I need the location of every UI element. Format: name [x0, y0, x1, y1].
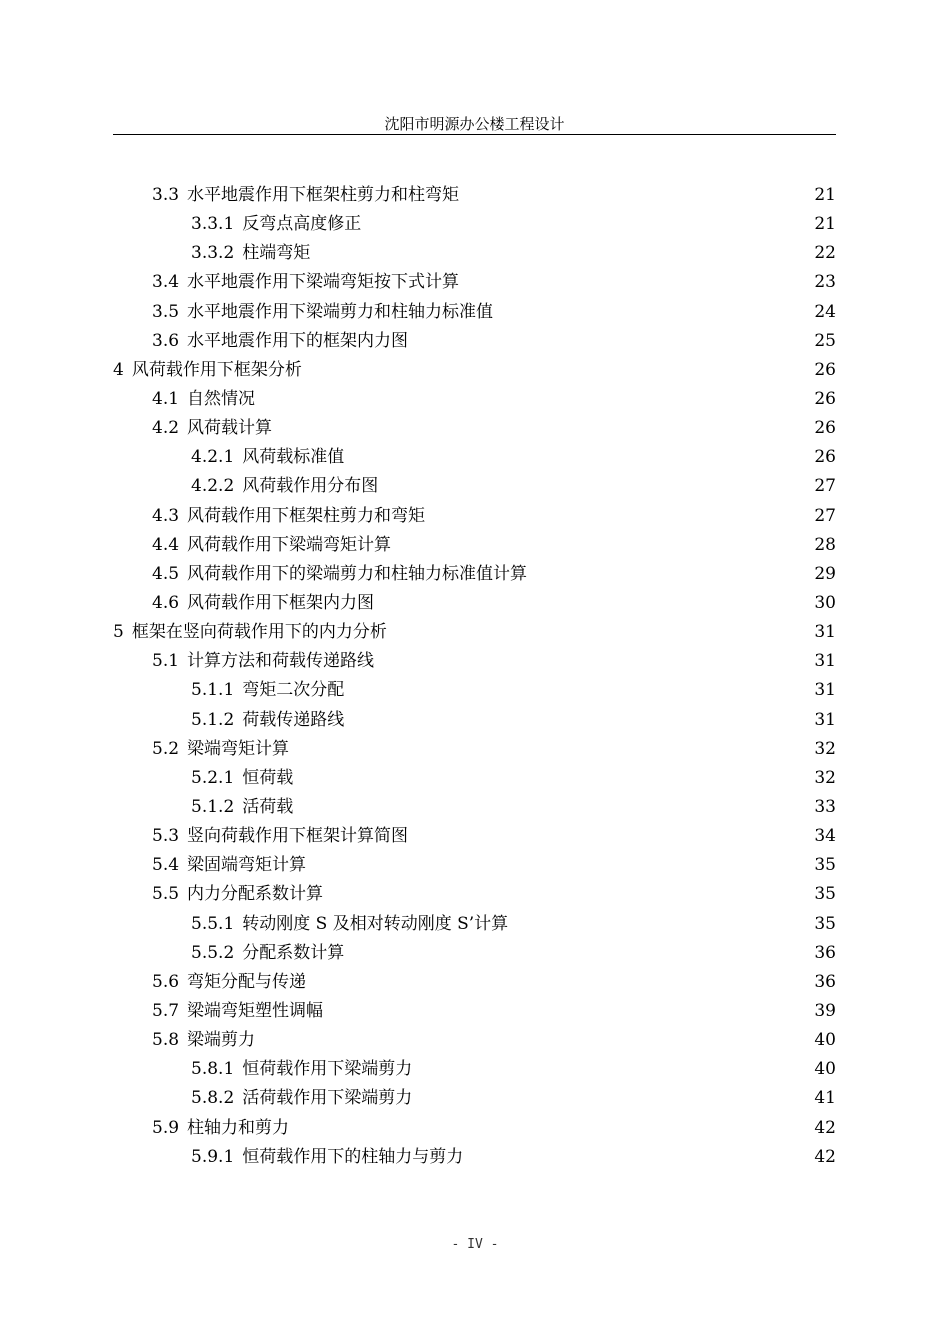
toc-entry-label — [191, 676, 344, 705]
toc-entry[interactable] — [0, 327, 950, 356]
toc-entry-page-number: 31 — [814, 709, 836, 730]
toc-entry-number: 4 — [113, 359, 124, 380]
toc-entry[interactable] — [0, 414, 950, 443]
toc-entry[interactable] — [0, 735, 950, 764]
toc-entry-page-number: 31 — [814, 651, 836, 672]
toc-entry[interactable] — [0, 356, 950, 385]
toc-entry-number: 5.8.1 — [191, 1059, 235, 1080]
toc-entry-label — [152, 298, 493, 327]
toc-entry-label — [191, 793, 293, 822]
toc-entry-number: 4.3 — [152, 505, 180, 526]
toc-entry-label — [152, 181, 459, 210]
page-number: - IV - — [451, 1237, 499, 1252]
toc-entry-page-number: 36 — [814, 971, 836, 992]
toc-entry-number: 5.5 — [152, 884, 180, 905]
toc-entry-page-number: 35 — [814, 884, 836, 905]
toc-entry[interactable] — [0, 939, 950, 968]
toc-entry-page-number: 22 — [814, 243, 836, 264]
toc-entry-title: 活荷载 — [242, 796, 294, 817]
toc-entry-number: 5.1.2 — [191, 709, 235, 730]
toc-entry-page-number: 29 — [814, 563, 836, 584]
toc-entry-number: 5.6 — [152, 971, 180, 992]
toc-entry-label — [191, 210, 361, 239]
toc-entry-page-number: 35 — [814, 855, 836, 876]
toc-entry-number: 4.1 — [152, 388, 180, 409]
toc-entry-title: 转动刚度 S 及相对转动刚度 S’计算 — [242, 913, 509, 934]
toc-entry-page-number: 24 — [814, 301, 836, 322]
toc-entry-title: 弯矩分配与传递 — [187, 971, 307, 992]
toc-entry[interactable] — [0, 1084, 950, 1113]
toc-entry-number: 5.2 — [152, 738, 180, 759]
toc-entry-number: 4.6 — [152, 592, 180, 613]
toc-entry[interactable] — [0, 531, 950, 560]
toc-entry-page-number: 21 — [814, 214, 836, 235]
toc-entry-page-number: 32 — [814, 738, 836, 759]
toc-entry-number: 5 — [113, 622, 124, 643]
toc-entry-number: 5.1.1 — [191, 680, 235, 701]
toc-entry-title: 荷载传递路线 — [242, 709, 345, 730]
toc-entry[interactable] — [0, 385, 950, 414]
toc-entry-number: 5.9 — [152, 1117, 180, 1138]
toc-entry-title: 柱端弯矩 — [242, 243, 311, 264]
toc-entry-label — [113, 618, 387, 647]
toc-entry-page-number: 31 — [814, 622, 836, 643]
toc-entry-number: 4.2.2 — [191, 476, 235, 497]
toc-entry[interactable] — [0, 502, 950, 531]
toc-entry[interactable] — [0, 268, 950, 297]
toc-entry-number: 5.9.1 — [191, 1146, 235, 1167]
toc-entry-title: 风荷载作用下梁端弯矩计算 — [187, 534, 392, 555]
toc-entry-title: 风荷载作用下框架内力图 — [187, 592, 375, 613]
toc-entry[interactable] — [0, 764, 950, 793]
toc-entry-title: 风荷载作用分布图 — [242, 476, 379, 497]
toc-entry-title: 水平地震作用下的框架内力图 — [187, 330, 409, 351]
toc-entry-page-number: 39 — [814, 1000, 836, 1021]
toc-entry-title: 风荷载作用下的梁端剪力和柱轴力标准值计算 — [187, 563, 528, 584]
toc-entry-page-number: 23 — [814, 272, 836, 293]
toc-entry-number: 3.4 — [152, 272, 180, 293]
toc-entry-title: 梁端剪力 — [187, 1030, 256, 1051]
toc-entry-number: 4.2 — [152, 418, 180, 439]
toc-entry-number: 5.5.2 — [191, 942, 235, 963]
toc-entry-number: 5.8.2 — [191, 1088, 235, 1109]
toc-entry-title: 风荷载作用下框架分析 — [131, 359, 302, 380]
toc-entry[interactable] — [0, 968, 950, 997]
toc-entry-page-number: 28 — [814, 534, 836, 555]
toc-entry-label — [152, 1026, 255, 1055]
toc-entry[interactable] — [0, 443, 950, 472]
toc-entry[interactable] — [0, 298, 950, 327]
toc-entry[interactable] — [0, 1026, 950, 1055]
toc-entry-title: 恒荷载作用下梁端剪力 — [242, 1059, 413, 1080]
toc-entry-number: 3.5 — [152, 301, 180, 322]
toc-entry[interactable] — [0, 589, 950, 618]
toc-entry-label — [152, 968, 306, 997]
toc-entry-label — [191, 443, 344, 472]
table-of-contents — [0, 181, 950, 1172]
toc-entry-page-number: 27 — [814, 476, 836, 497]
toc-entry-number: 5.5.1 — [191, 913, 235, 934]
toc-entry[interactable] — [0, 1143, 950, 1172]
toc-entry[interactable] — [0, 822, 950, 851]
toc-entry[interactable] — [0, 181, 950, 210]
toc-entry-label — [152, 997, 323, 1026]
toc-entry[interactable] — [0, 210, 950, 239]
toc-entry-label — [191, 239, 310, 268]
toc-entry-label — [152, 327, 408, 356]
toc-entry-page-number: 40 — [814, 1059, 836, 1080]
toc-entry-title: 竖向荷载作用下框架计算简图 — [187, 826, 409, 847]
toc-entry-title: 反弯点高度修正 — [242, 214, 362, 235]
toc-entry[interactable] — [0, 560, 950, 589]
toc-entry-title: 风荷载作用下框架柱剪力和弯矩 — [187, 505, 426, 526]
toc-entry-number: 4.5 — [152, 563, 180, 584]
toc-entry-title: 计算方法和荷载传递路线 — [187, 651, 375, 672]
toc-entry[interactable] — [0, 793, 950, 822]
toc-entry-label — [152, 385, 255, 414]
toc-entry-label — [191, 706, 344, 735]
toc-entry-page-number: 30 — [814, 592, 836, 613]
toc-entry-number: 4.4 — [152, 534, 180, 555]
toc-entry[interactable] — [0, 851, 950, 880]
toc-entry[interactable] — [0, 239, 950, 268]
toc-entry-label — [191, 939, 344, 968]
toc-entry-label — [152, 414, 272, 443]
header-divider — [113, 134, 836, 135]
toc-entry-page-number: 33 — [814, 796, 836, 817]
toc-entry-label — [152, 880, 323, 909]
toc-entry[interactable] — [0, 880, 950, 909]
toc-entry-label — [152, 851, 306, 880]
toc-entry-number: 5.3 — [152, 826, 180, 847]
running-header-title: 沈阳市明源办公楼工程设计 — [384, 115, 565, 133]
toc-entry-label — [152, 502, 425, 531]
toc-entry-label — [152, 560, 527, 589]
toc-entry-title: 梁端弯矩计算 — [187, 738, 290, 759]
toc-entry-label — [152, 589, 374, 618]
toc-entry-page-number: 26 — [814, 418, 836, 439]
toc-entry-page-number: 31 — [814, 680, 836, 701]
toc-entry-label — [191, 764, 293, 793]
toc-entry-label — [191, 1055, 412, 1084]
toc-entry-page-number: 35 — [814, 913, 836, 934]
toc-entry[interactable] — [0, 618, 950, 647]
toc-entry-number: 5.4 — [152, 855, 180, 876]
toc-entry-number: 5.1.2 — [191, 796, 235, 817]
toc-entry-page-number: 34 — [814, 826, 836, 847]
toc-entry-label — [152, 822, 408, 851]
toc-entry-number: 5.7 — [152, 1000, 180, 1021]
toc-entry-page-number: 27 — [814, 505, 836, 526]
toc-entry-page-number: 26 — [814, 359, 836, 380]
toc-entry-title: 自然情况 — [187, 388, 256, 409]
toc-entry-title: 水平地震作用下框架柱剪力和柱弯矩 — [187, 185, 460, 205]
toc-entry-label — [191, 472, 378, 501]
toc-entry-label — [191, 1084, 412, 1113]
toc-entry-title: 内力分配系数计算 — [187, 884, 324, 905]
toc-entry-title: 风荷载计算 — [187, 418, 273, 439]
toc-entry-title: 梁固端弯矩计算 — [187, 855, 307, 876]
toc-entry-number: 5.8 — [152, 1030, 180, 1051]
toc-entry-label — [152, 647, 374, 676]
toc-entry[interactable] — [0, 1114, 950, 1143]
toc-entry-page-number: 26 — [814, 447, 836, 468]
toc-entry-page-number: 36 — [814, 942, 836, 963]
toc-entry-page-number: 41 — [814, 1088, 836, 1109]
toc-entry-title: 恒荷载作用下的柱轴力与剪力 — [242, 1146, 464, 1167]
toc-entry[interactable] — [0, 1055, 950, 1084]
toc-entry-label — [152, 735, 289, 764]
toc-entry-title: 弯矩二次分配 — [242, 680, 345, 701]
toc-entry-page-number: 26 — [814, 388, 836, 409]
toc-entry-page-number: 42 — [814, 1117, 836, 1138]
toc-entry-label — [113, 356, 302, 385]
toc-entry[interactable] — [0, 676, 950, 705]
toc-entry-page-number: 42 — [814, 1146, 836, 1167]
toc-entry-number: 3.3.1 — [191, 214, 235, 235]
toc-entry[interactable] — [0, 472, 950, 501]
toc-entry-title: 水平地震作用下梁端弯矩按下式计算 — [187, 272, 460, 293]
toc-entry[interactable] — [0, 706, 950, 735]
toc-entry-title: 柱轴力和剪力 — [187, 1117, 290, 1138]
toc-entry[interactable] — [0, 910, 950, 939]
toc-entry-page-number: 40 — [814, 1030, 836, 1051]
toc-entry-number: 3.3 — [152, 185, 180, 205]
toc-entry-title: 活荷载作用下梁端剪力 — [242, 1088, 413, 1109]
toc-entry-number: 5.1 — [152, 651, 180, 672]
toc-entry-label — [152, 268, 459, 297]
toc-entry-number: 3.6 — [152, 330, 180, 351]
toc-entry-number: 3.3.2 — [191, 243, 235, 264]
toc-entry-page-number: 32 — [814, 767, 836, 788]
toc-entry-title: 风荷载标准值 — [242, 447, 345, 468]
toc-entry-label — [191, 910, 508, 939]
toc-entry-page-number: 21 — [814, 185, 836, 205]
toc-entry-page-number: 25 — [814, 330, 836, 351]
toc-entry-title: 梁端弯矩塑性调幅 — [187, 1000, 324, 1021]
toc-entry-title: 恒荷载 — [242, 767, 294, 788]
toc-entry[interactable] — [0, 647, 950, 676]
toc-entry-number: 4.2.1 — [191, 447, 235, 468]
toc-entry-label — [152, 1114, 289, 1143]
toc-entry-number: 5.2.1 — [191, 767, 235, 788]
toc-entry-title: 水平地震作用下梁端剪力和柱轴力标准值 — [187, 301, 494, 322]
toc-entry-label — [191, 1143, 463, 1172]
toc-entry-title: 分配系数计算 — [242, 942, 345, 963]
toc-entry[interactable] — [0, 997, 950, 1026]
toc-entry-title: 框架在竖向荷载作用下的内力分析 — [131, 622, 387, 643]
toc-entry-label — [152, 531, 391, 560]
